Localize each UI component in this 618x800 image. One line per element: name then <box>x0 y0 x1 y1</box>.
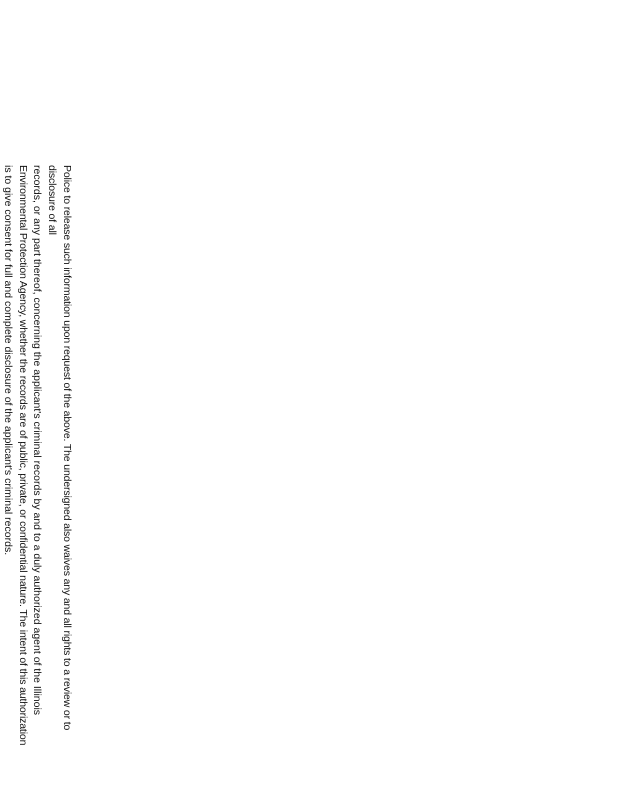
text-line: is to give consent for full and complete disclosure of the applicant's criminal records. <box>1 165 14 556</box>
rotated-document-page <box>0 165 74 765</box>
document-body <box>0 165 74 760</box>
text-line: Environmental Protection Agency, whether the records are of public, private, or confidential nature. The intent of this authorization <box>16 165 29 746</box>
text-line: records, or any part thereof, concerning the applicant's criminal records by and to a duly authorized agent of the Illinois <box>31 165 44 716</box>
text-line: Police to release such information upon request of the above. The undersigned also waives any and all rights to a review or to disclosure of all <box>46 165 73 731</box>
paragraph-release-authorization <box>0 165 74 760</box>
